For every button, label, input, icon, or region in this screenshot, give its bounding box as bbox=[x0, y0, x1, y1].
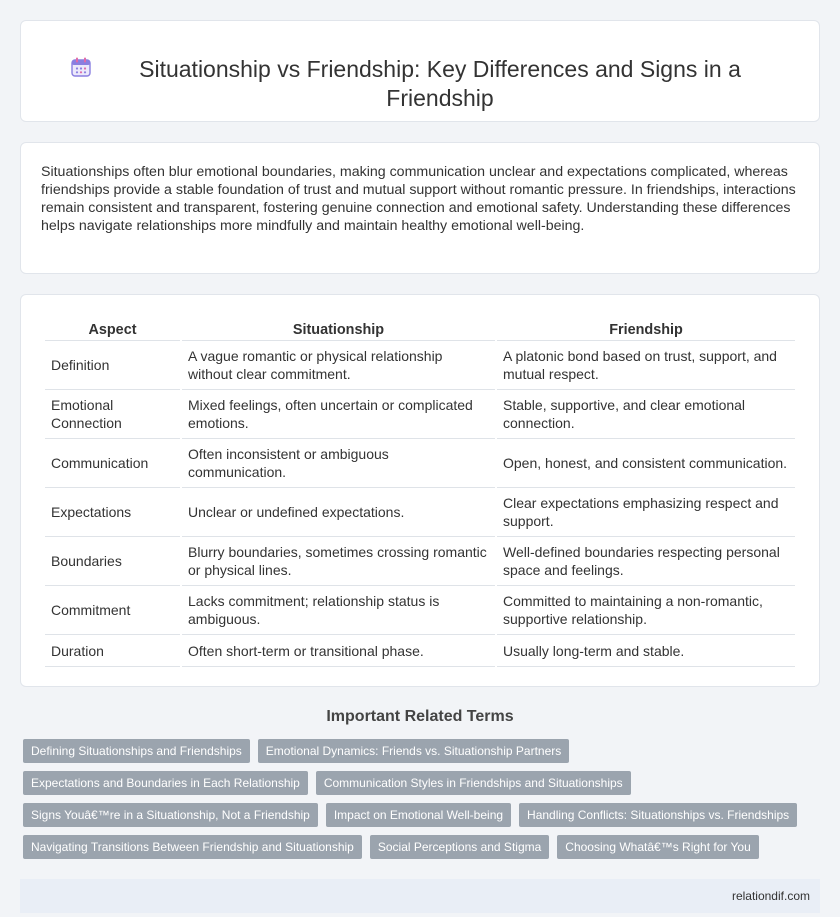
column-header: Situationship bbox=[182, 315, 495, 341]
column-header: Aspect bbox=[45, 315, 180, 341]
table-cell-friendship: Usually long-term and stable. bbox=[497, 635, 795, 667]
table-cell-situationship: Often short-term or transitional phase. bbox=[182, 635, 495, 667]
table-row bbox=[45, 537, 795, 586]
table-header-row bbox=[45, 315, 795, 341]
table-cell-situationship: A vague romantic or physical relationship without clear commitment. bbox=[182, 341, 495, 390]
table-cell-situationship: Blurry boundaries, sometimes crossing romantic or physical lines. bbox=[182, 537, 495, 586]
comparison-table bbox=[43, 315, 797, 667]
table-cell-aspect: Commitment bbox=[45, 586, 180, 635]
table-cell-situationship: Unclear or undefined expectations. bbox=[182, 488, 495, 537]
table-cell-aspect: Expectations bbox=[45, 488, 180, 537]
table-cell-situationship: Often inconsistent or ambiguous communication. bbox=[182, 439, 495, 488]
footer bbox=[20, 879, 820, 913]
table-row bbox=[45, 586, 795, 635]
table-row bbox=[45, 635, 795, 667]
related-term-tag[interactable]: Emotional Dynamics: Friends vs. Situationship Partners bbox=[258, 739, 569, 763]
table-cell-aspect: Duration bbox=[45, 635, 180, 667]
column-header: Friendship bbox=[497, 315, 795, 341]
comparison-table-card bbox=[20, 294, 820, 687]
related-term-tag[interactable]: Navigating Transitions Between Friendship and Situationship bbox=[23, 835, 362, 859]
table-cell-friendship: Committed to maintaining a non-romantic, supportive relationship. bbox=[497, 586, 795, 635]
table-row bbox=[45, 341, 795, 390]
table-cell-friendship: A platonic bond based on trust, support, and mutual respect. bbox=[497, 341, 795, 390]
related-terms-list bbox=[20, 739, 820, 867]
related-term-tag[interactable]: Social Perceptions and Stigma bbox=[370, 835, 549, 859]
table-cell-situationship: Lacks commitment; relationship status is ambiguous. bbox=[182, 586, 495, 635]
table-cell-friendship: Open, honest, and consistent communication. bbox=[497, 439, 795, 488]
footer-site-link[interactable]: relationdif.com bbox=[731, 889, 810, 903]
related-term-tag[interactable]: Signs Youâ€™re in a Situationship, Not a Friendship bbox=[23, 803, 318, 827]
related-term-tag[interactable]: Defining Situationships and Friendships bbox=[23, 739, 250, 763]
table-cell-aspect: Communication bbox=[45, 439, 180, 488]
page-title: Situationship vs Friendship: Key Differences and Signs in a Friendship bbox=[139, 55, 741, 111]
table-cell-situationship: Mixed feelings, often uncertain or complicated emotions. bbox=[182, 390, 495, 439]
table-cell-friendship: Well-defined boundaries respecting personal space and feelings. bbox=[497, 537, 795, 586]
related-terms-title: Important Related Terms bbox=[326, 708, 514, 725]
calendar-icon bbox=[70, 56, 92, 78]
table-cell-friendship: Stable, supportive, and clear emotional connection. bbox=[497, 390, 795, 439]
related-term-tag[interactable]: Expectations and Boundaries in Each Relationship bbox=[23, 771, 308, 795]
intro-card bbox=[20, 142, 820, 274]
table-cell-friendship: Clear expectations emphasizing respect and support. bbox=[497, 488, 795, 537]
table-row bbox=[45, 439, 795, 488]
related-term-tag[interactable]: Choosing Whatâ€™s Right for You bbox=[557, 835, 758, 859]
table-cell-aspect: Boundaries bbox=[45, 537, 180, 586]
related-term-tag[interactable]: Impact on Emotional Well-being bbox=[326, 803, 511, 827]
table-row bbox=[45, 488, 795, 537]
table-row bbox=[45, 390, 795, 439]
table-cell-aspect: Definition bbox=[45, 341, 180, 390]
related-term-tag[interactable]: Communication Styles in Friendships and Situationships bbox=[316, 771, 631, 795]
table-cell-aspect: Emotional Connection bbox=[45, 390, 180, 439]
related-term-tag[interactable]: Handling Conflicts: Situationships vs. Friendships bbox=[519, 803, 797, 827]
intro-text: Situationships often blur emotional boundaries, making communication unclear and expectations complicated, whereas friendships provide a stable foundation of trust and mutual support without romantic pressure. In friendships, interactions remain consistent and transparent, fostering genuine connection and emotional safety. Understanding these differences helps navigate relationships more mindfully and maintain healthy emotional well-being. bbox=[41, 164, 796, 234]
header-card bbox=[20, 20, 820, 122]
